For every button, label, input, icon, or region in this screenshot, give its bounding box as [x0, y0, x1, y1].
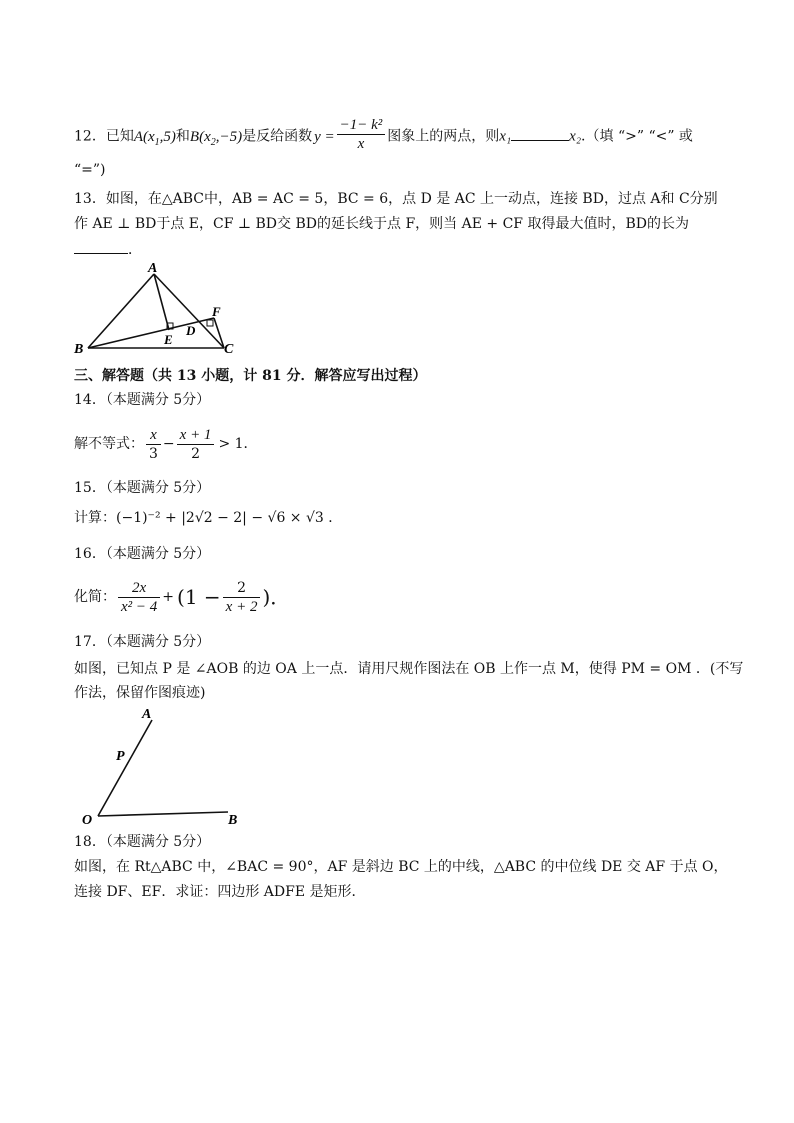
- q18-line1: 如图，在 Rt△ABC 中，∠BAC = 90°，AF 是斜边 BC 上的中线，△ABC 的中位线 DE 交 AF 于点 O，: [74, 859, 728, 875]
- q16-frac1: $\frac{2x}{\text{x² − 4}}$: [118, 579, 160, 616]
- q12-mid: 是反给函数: [242, 128, 313, 145]
- q17-label-p: P: [116, 749, 125, 764]
- q12-prefix: 12．已知: [74, 128, 134, 145]
- q13-line1: 13．如图，在△ABC中，AB = AC = 5，BC = 6，点 D 是 AC 上一动点，连接 BD，过点 A和 C分别: [74, 191, 718, 207]
- q12-x1: x₁: [499, 128, 512, 145]
- q12-hint: .（填 “>” “<” 或: [581, 128, 693, 145]
- q12-x2: x₂: [569, 128, 582, 145]
- q13-label-b: B: [74, 342, 84, 357]
- q17-ray-ob: [98, 812, 228, 816]
- q14-frac1: $\frac{x}{3}$: [146, 426, 161, 463]
- q13-label-d: D: [186, 323, 196, 338]
- q13-label-c: C: [224, 342, 234, 357]
- q12-func-y: y =: [314, 128, 335, 145]
- q17-angle-figure: [78, 704, 248, 828]
- q17-header: 17．（本题满分 5分）: [74, 634, 211, 650]
- q17-line1: 如图，已知点 P 是 ∠AOB 的边 OA 上一点．请用尺规作图法在 OB 上作一点 M，使得 PM = OM ．(不写: [74, 661, 744, 677]
- q12-line1: [74, 118, 693, 155]
- q17-ray-oa: [98, 720, 152, 816]
- q13-answer-blank[interactable]: [74, 239, 128, 254]
- q16-header: 16．（本题满分 5分）: [74, 546, 211, 562]
- q13-segment-ab: [88, 274, 154, 348]
- q13-right-angle-f: [207, 320, 213, 326]
- q13-label-e: E: [164, 332, 173, 347]
- q18-line2: 连接 DF、EF．求证：四边形 ADFE 是矩形．: [74, 884, 366, 900]
- q13-line2: 作 AE ⊥ BD于点 E，CF ⊥ BD交 BD的延长线于点 F，则当 AE + CF 取得最大值时，BD的长为: [74, 216, 689, 232]
- q12-point-b: $B(x_2,-5)$: [189, 128, 243, 148]
- q14-expression: 解不等式： $\frac{x}{3}$ − $\frac{x + 1}{2}$ > 1．: [74, 426, 258, 462]
- q15-header: 15．（本题满分 5分）: [74, 480, 211, 496]
- q14-frac2: $\frac{x + 1}{2}$: [177, 426, 215, 463]
- q14-header: 14．（本题满分 5分）: [74, 392, 211, 408]
- q13-triangle-figure: [72, 260, 242, 360]
- q12-answer-blank[interactable]: [511, 126, 569, 141]
- q13-label-a: A: [148, 261, 158, 276]
- q17-line2: 作法，保留作图痕迹): [74, 685, 206, 701]
- q12-point-a: $A(x_1,5)$: [133, 128, 176, 148]
- q12-line2: “=”): [74, 162, 106, 178]
- q16-frac2: $\frac{2}{x + 2}$: [223, 579, 261, 616]
- q12-and: 和: [175, 128, 190, 145]
- q12-function-fraction: $\frac{\text{−1− k²}}{x}$: [337, 116, 386, 153]
- q12-tail: 图象上的两点，则: [387, 128, 500, 145]
- q17-label-a: A: [142, 707, 152, 722]
- q16-expression: 化简： $\frac{2x}{\text{x² − 4}}$ + (1 − $\frac{2}{x + 2}$ )．: [74, 579, 291, 615]
- q13-label-f: F: [212, 304, 221, 319]
- q15-expression: 计算：(−1)⁻² + |2√2 − 2| − √6 × √3 ．: [74, 510, 343, 526]
- q18-header: 18．（本题满分 5分）: [74, 834, 211, 850]
- q17-label-b: B: [228, 813, 238, 828]
- q13-line3: ．: [74, 239, 142, 260]
- section3-title: 三、解答题（共 13 小题，计 81 分．解答应写出过程）: [74, 368, 427, 384]
- q17-label-o: O: [82, 813, 93, 828]
